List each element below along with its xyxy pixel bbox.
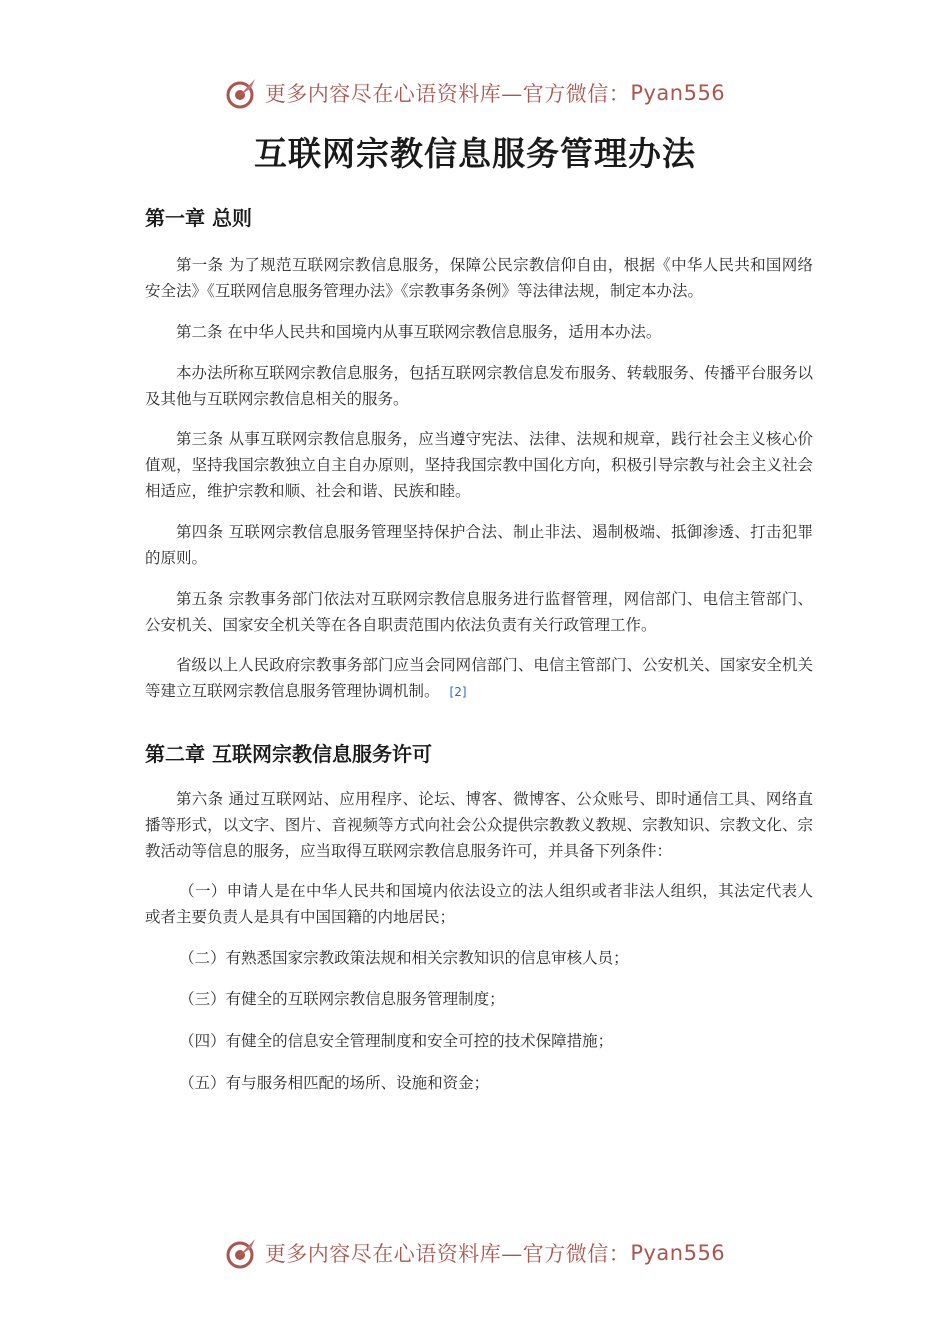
list-item: （三）有健全的互联网宗教信息服务管理制度；	[179, 990, 505, 1008]
list-item: （二）有熟悉国家宗教政策法规和相关宗教知识的信息审核人员；	[179, 949, 629, 967]
reference-link[interactable]: [2]	[449, 685, 467, 699]
banner-text: 更多内容尽在心语资料库—官方微信：	[264, 1242, 631, 1266]
list-item: （四）有健全的信息安全管理制度和安全可控的技术保障措施；	[179, 1032, 614, 1050]
paragraph: 本办法所称互联网宗教信息服务，包括互联网宗教信息发布服务、转载服务、传播平台服务以及其他与互联网宗教信息相关的服务。	[145, 364, 813, 408]
paragraph: 第一条 为了规范互联网宗教信息服务，保障公民宗教信仰自由，根据《中华人民共和国网络安全法》《互联网信息服务管理办法》《宗教事务条例》等法律法规，制定本办法。	[145, 256, 813, 300]
paragraph: 第四条 互联网宗教信息服务管理坚持保护合法、制止非法、遏制极端、抵御渗透、打击犯罪的原则。	[145, 523, 813, 567]
paragraph	[145, 652, 813, 705]
paragraph-text: 省级以上人民政府宗教事务部门应当会同网信部门、电信主管部门、公安机关、国家安全机关等建立互联网宗教信息服务管理协调机制。	[145, 656, 813, 700]
list-item: （五）有与服务相匹配的场所、设施和资金；	[179, 1074, 490, 1092]
page-title: 互联网宗教信息服务管理办法	[254, 134, 696, 173]
paragraph: 第五条 宗教事务部门依法对互联网宗教信息服务进行监督管理，网信部门、电信主管部门、公安机关、国家安全机关等在各自职责范围内依法负责有关行政管理工作。	[145, 590, 813, 634]
chapter-heading: 第二章 互联网宗教信息服务许可	[145, 742, 432, 766]
quill-logo-icon	[225, 76, 259, 110]
paragraph: 第二条 在中华人民共和国境内从事互联网宗教信息服务，适用本办法。	[176, 323, 662, 341]
banner-wechat-id: Pyan556	[630, 1241, 726, 1265]
banner-wechat-id: Pyan556	[630, 81, 726, 105]
list-item: （一）申请人是在中华人民共和国境内依法设立的法人组织或者非法人组织，其法定代表人或者主要负责人是具有中国国籍的内地居民；	[145, 882, 813, 926]
paragraph: 第六条 通过互联网站、应用程序、论坛、博客、微博客、公众账号、即时通信工具、网络直播等形式，以文字、图片、音视频等方式向社会公众提供宗教教义教规、宗教知识、宗教文化、宗教活动等信息的服务，应当取得互联网宗教信息服务许可，并具备下列条件：	[145, 790, 813, 860]
chapter-heading: 第一章 总则	[145, 206, 252, 230]
quill-logo-icon	[225, 1236, 259, 1270]
footer-banner	[0, 1233, 950, 1273]
banner-text: 更多内容尽在心语资料库—官方微信：	[264, 82, 631, 106]
header-banner	[0, 73, 950, 113]
paragraph: 第三条 从事互联网宗教信息服务，应当遵守宪法、法律、法规和规章，践行社会主义核心价值观，坚持我国宗教独立自主自办原则，坚持我国宗教中国化方向，积极引导宗教与社会主义社会相适应，维护宗教和顺、社会和谐、民族和睦。	[145, 430, 813, 500]
